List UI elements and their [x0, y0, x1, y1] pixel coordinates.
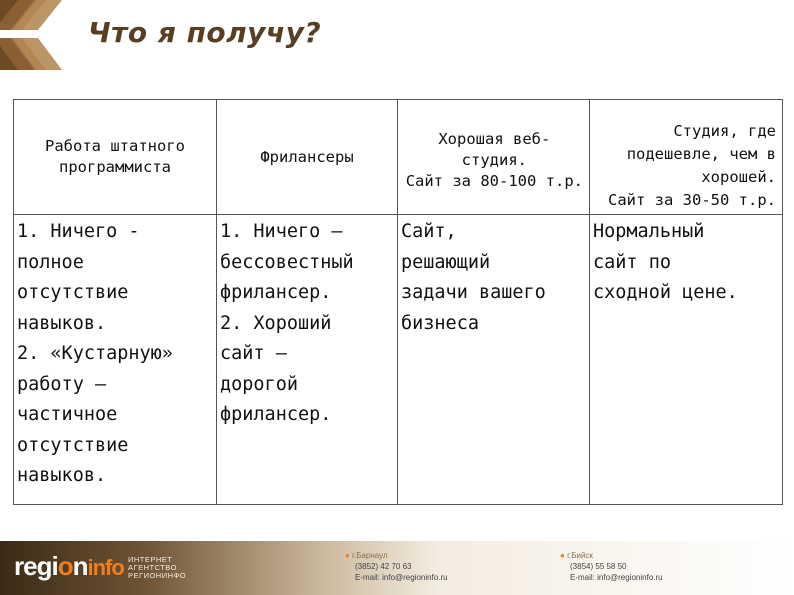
- cell-line: 2. «Кустарную»: [17, 343, 173, 364]
- table-row: [14, 215, 783, 505]
- cell-line: бессовестный: [220, 251, 354, 273]
- brand-subtitle: [128, 556, 186, 580]
- brand-accent: o: [57, 551, 73, 581]
- cell-line: 1. Ничего -: [17, 221, 140, 242]
- brand-subtitle-line: АГЕНТСТВО: [128, 563, 177, 572]
- contact-biysk: [560, 550, 663, 583]
- cell-line: Сайт,: [401, 221, 457, 242]
- header-line: Хорошая веб-: [438, 130, 551, 148]
- contact-email[interactable]: E-mail: info@regioninfo.ru: [570, 573, 663, 582]
- cell-line: дорогой: [220, 373, 298, 395]
- cell-line: частичное: [17, 404, 118, 425]
- contact-city: г.Барнаул: [352, 551, 388, 560]
- header-cell-freelancers: [217, 100, 398, 215]
- cell-line: сходной цене.: [593, 282, 738, 303]
- header-cell-staff: [14, 100, 217, 215]
- body-cell-good-studio: [398, 215, 590, 505]
- cell-line: фрилансер.: [220, 404, 332, 425]
- brand-info: info: [87, 555, 124, 580]
- table-header-row: [14, 100, 783, 215]
- brand-text: regi: [14, 551, 58, 581]
- cell-line: сайт по: [593, 251, 671, 273]
- cell-line: решающий: [401, 251, 491, 273]
- brand-logo: [14, 551, 124, 582]
- header-line: Фрилансеры: [260, 147, 354, 166]
- header-line: Работа штатного: [45, 137, 185, 155]
- cell-line: навыков.: [17, 312, 107, 334]
- cell-line: задачи вашего: [401, 282, 546, 303]
- brand-subtitle-line: ИНТЕРНЕТ: [128, 555, 173, 564]
- header-line: Сайт за 30-50 т.р.: [608, 191, 776, 209]
- cell-line: Нормальный: [593, 221, 705, 242]
- bullet-icon: ●: [345, 551, 350, 560]
- cell-line: отсутствие: [17, 434, 129, 456]
- contact-phone: (3854) 55 58 50: [570, 562, 627, 571]
- body-cell-cheap-studio: [590, 215, 783, 505]
- cell-line: 2. Хороший: [220, 312, 332, 334]
- header-line: студия.: [461, 151, 527, 169]
- header-line: хорошей.: [701, 168, 776, 186]
- brand-subtitle-line: РЕГИОНИНФО: [128, 571, 187, 580]
- bullet-icon: ●: [560, 551, 565, 560]
- cell-line: полное: [17, 251, 84, 273]
- header-cell-good-studio: [398, 100, 590, 215]
- contact-email[interactable]: E-mail: info@regioninfo.ru: [355, 573, 448, 582]
- comparison-table: [13, 99, 783, 505]
- body-cell-staff: [14, 215, 217, 505]
- header-cell-cheap-studio: [590, 100, 783, 215]
- contact-phone: (3852) 42 70 63: [355, 562, 412, 571]
- header-line: подешевле, чем в: [626, 145, 776, 163]
- cell-line: сайт —: [220, 343, 287, 364]
- logo-chevron-icon: [0, 0, 70, 70]
- cell-line: работу —: [17, 373, 107, 395]
- contact-city: г.Бийск: [567, 551, 593, 560]
- cell-line: отсутствие: [17, 282, 129, 303]
- body-cell-freelancers: [217, 215, 398, 505]
- header-line: Сайт за 80-100 т.р.: [405, 172, 583, 190]
- brand-text-end: n: [72, 551, 88, 581]
- cell-line: навыков.: [17, 465, 107, 486]
- cell-line: фрилансер.: [220, 282, 332, 303]
- header-line: Студия, где: [673, 122, 776, 140]
- contact-barnaul: [345, 550, 448, 583]
- footer: [0, 541, 794, 595]
- cell-line: 1. Ничего —: [220, 221, 343, 242]
- page-title: Что я получу?: [88, 16, 322, 49]
- header-line: программиста: [59, 158, 171, 176]
- cell-line: бизнеса: [401, 312, 479, 334]
